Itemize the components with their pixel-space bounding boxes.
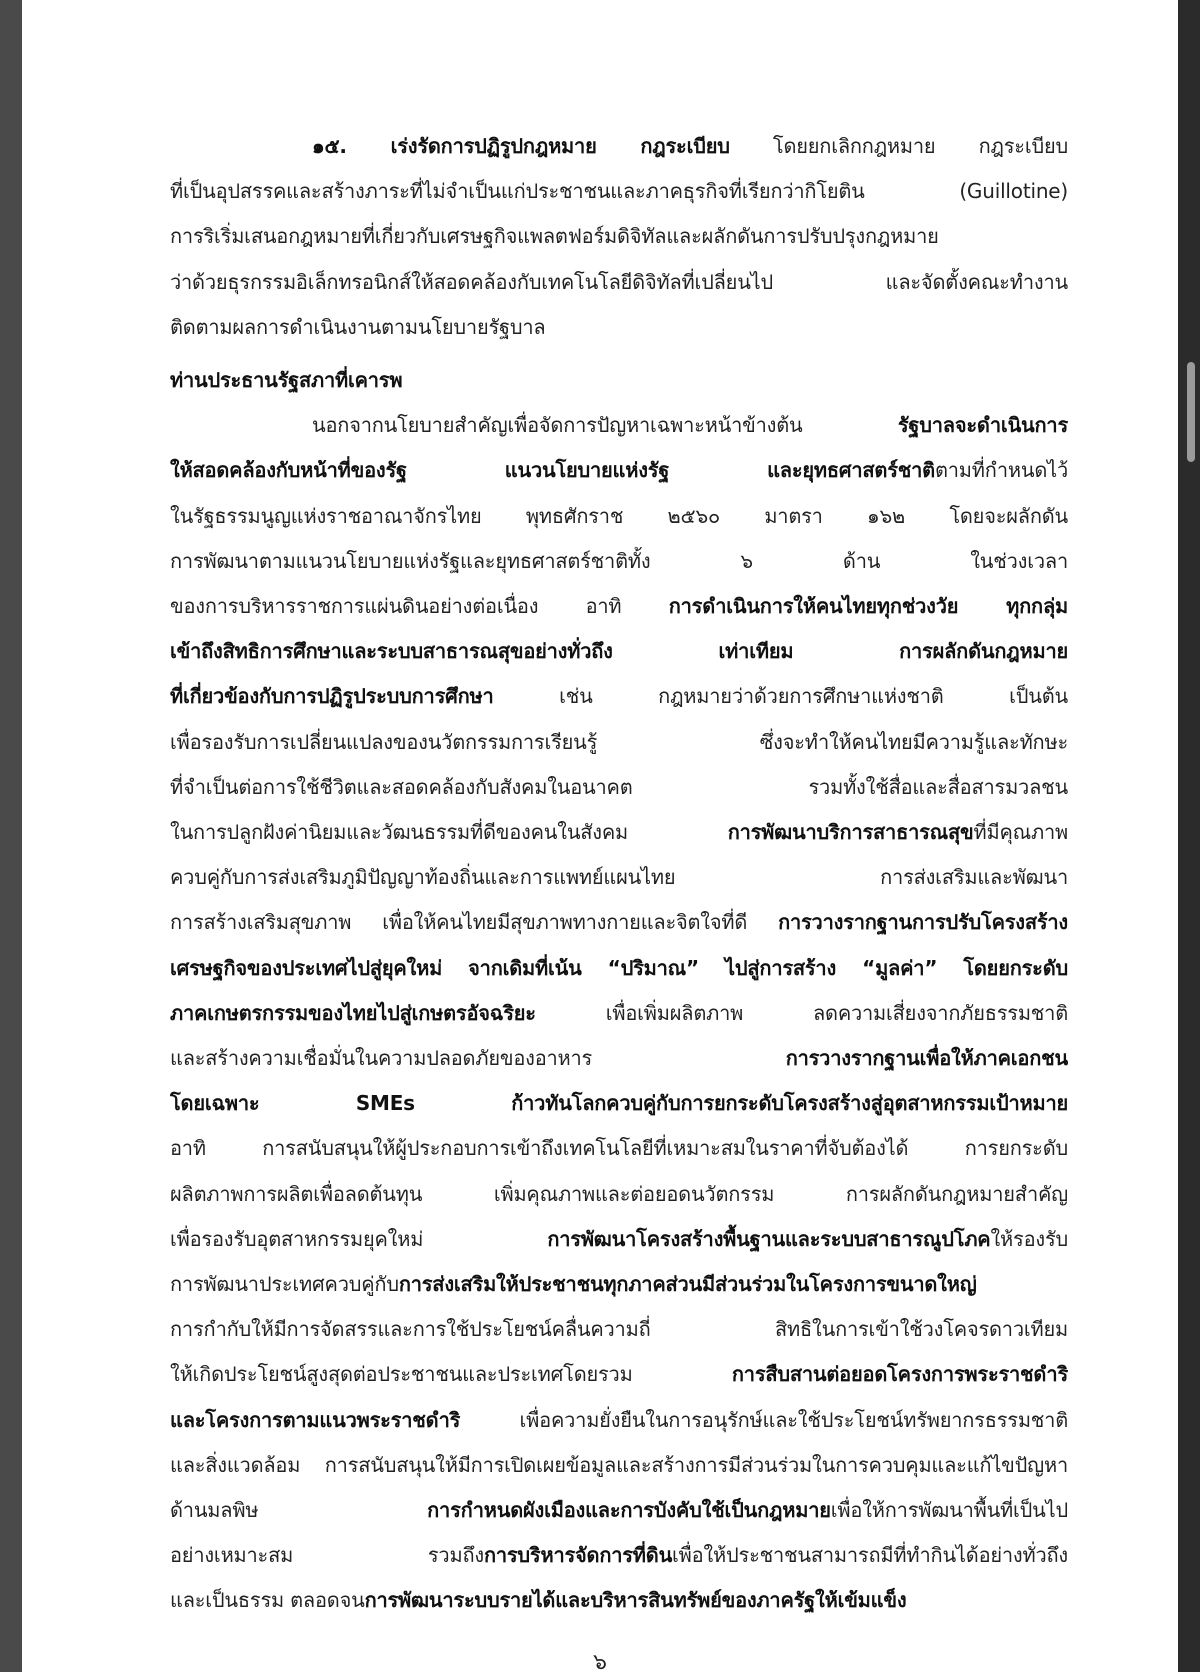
text-line (170, 1535, 1068, 1575)
vertical-scrollbar[interactable] (1178, 0, 1200, 1672)
text-line (170, 1219, 1068, 1259)
text-line (170, 496, 1068, 536)
text-line (170, 262, 1068, 302)
bold-text: การดำเนินการให้คนไทยทุกช่วงวัย ทุกกลุ่ม (668, 594, 1068, 618)
body-text: ว่าด้วยธุรกรรมอิเล็กทรอนิกส์ให้สอดคล้องกับเทคโนโลยีดิจิทัลที่เปลี่ยนไป และจัดตั้งคณะทำงาน (170, 269, 1068, 294)
text-line (170, 1128, 1068, 1168)
body-text: ที่เป็นอุปสรรคและสร้างภาระที่ไม่จำเป็นแก่ประชาชนและภาคธุรกิจที่เรียกว่ากิโยติน (Guillotine) (170, 179, 1068, 204)
text-line (170, 541, 1068, 581)
text-line (170, 1083, 1068, 1123)
text-line (312, 405, 1068, 445)
bold-text: ให้สอดคล้องกับหน้าที่ของรัฐ แนวนโยบายแห่งรัฐ และยุทธศาสตร์ชาติ (170, 458, 935, 483)
body-text: ของการบริหารราชการแผ่นดินอย่างต่อเนื่อง อาทิ (170, 594, 669, 618)
text-line (170, 1309, 1068, 1349)
body-text: ให้รองรับ (990, 1226, 1068, 1251)
body-text: เช่น กฎหมายว่าด้วยการศึกษาแห่งชาติ เป็นต้น (493, 684, 1068, 709)
bold-text: การสืบสานต่อยอดโครงการพระราชดำริ (731, 1362, 1068, 1387)
body-text: ติดตามผลการดำเนินงานตามนโยบายรัฐบาล (170, 314, 546, 339)
body-text: เพื่อรองรับอุตสาหกรรมยุคใหม่ (170, 1226, 548, 1251)
bold-text: และโครงการตามแนวพระราชดำริ (170, 1407, 461, 1432)
text-line (170, 1580, 1068, 1620)
body-text: เพื่อความยั่งยืนในการอนุรักษ์และใช้ประโยชน์ทรัพยากรธรรมชาติ (460, 1407, 1068, 1432)
text-line (170, 857, 1068, 897)
text-line (170, 631, 1068, 671)
text-line (170, 307, 1068, 347)
text-line (312, 126, 1068, 166)
body-text: นอกจากนโยบายสำคัญเพื่อจัดการปัญหาเฉพาะหน้าข้างต้น (312, 413, 898, 438)
body-text: ตามที่กำหนดไว้ (934, 458, 1068, 483)
body-text: การสร้างเสริมสุขภาพ เพื่อให้คนไทยมีสุขภาพทางกายและจิตใจที่ดี (170, 910, 779, 935)
document-page (22, 0, 1178, 1672)
page-body (22, 0, 1178, 1672)
bold-text: การส่งเสริมให้ประชาชนทุกภาคส่วนมีส่วนร่วมในโครงการขนาดใหญ่ (398, 1272, 977, 1296)
bold-text: การกำหนดผังเมืองและการบังคับใช้เป็นกฎหมาย (427, 1498, 831, 1522)
text-line (170, 1445, 1068, 1485)
bold-text: เข้าถึงสิทธิการศึกษาและระบบสาธารณสุขอย่างทั่วถึง เท่าเทียม การผลักดันกฎหมาย (170, 639, 1068, 664)
bold-text: ท่านประธานรัฐสภาที่เคารพ (170, 368, 403, 392)
body-text: และสร้างความเชื่อมั่นในความปลอดภัยของอาหาร (170, 1046, 786, 1070)
text-line (170, 1038, 1068, 1078)
text-line (170, 171, 1068, 211)
bold-text: โดยเฉพาะ SMEs ก้าวทันโลกควบคู่กับการยกระดับโครงสร้างสู่อุตสาหกรรมเป้าหมาย (170, 1091, 1068, 1116)
text-line (170, 676, 1068, 716)
bold-text: การพัฒนาโครงสร้างพื้นฐานและระบบสาธารณูปโภค (547, 1226, 991, 1251)
body-text: ด้านมลพิษ (170, 1498, 428, 1522)
bold-text: เศรษฐกิจของประเทศไปสู่ยุคใหม่ จากเดิมที่เน้น “ปริมาณ” ไปสู่การสร้าง “มูลค่า” โดยยกระดับ (170, 955, 1068, 980)
text-line (170, 586, 1068, 626)
text-line (170, 812, 1068, 852)
body-text: อาทิ การสนับสนุนให้ผู้ประกอบการเข้าถึงเทคโนโลยีที่เหมาะสมในราคาที่จับต้องได้ การยกระดับ (170, 1136, 1068, 1161)
body-text: อย่างเหมาะสม รวมถึง (170, 1543, 484, 1568)
text-line (170, 1354, 1068, 1394)
body-text: โดยยกเลิกกฎหมาย กฎระเบียบ (729, 134, 1068, 158)
bold-text: การพัฒนาบริการสาธารณสุข (727, 820, 974, 844)
text-line (170, 450, 1068, 490)
body-text: เพื่อเพิ่มผลิตภาพ ลดความเสี่ยงจากภัยธรรมชาติ (535, 1000, 1068, 1025)
body-text: เพื่อให้การพัฒนาพื้นที่เป็นไป (830, 1498, 1068, 1522)
body-text: การริเริ่มเสนอกฎหมายที่เกี่ยวกับเศรษฐกิจแพลตฟอร์มดิจิทัลและผลักดันการปรับปรุงกฎหมาย (170, 224, 939, 249)
body-text: ให้เกิดประโยชน์สูงสุดต่อประชาชนและประเทศโดยรวม (170, 1362, 732, 1387)
body-text: การพัฒนาประเทศควบคู่กับ (170, 1272, 399, 1296)
bold-text: การพัฒนาระบบรายได้และบริหารสินทรัพย์ของภาครัฐให้เข้มแข็ง (364, 1588, 907, 1613)
bold-text: ๑๕. เร่งรัดการปฏิรูปกฎหมาย กฎระเบียบ (312, 134, 730, 158)
body-text: การกำกับให้มีการจัดสรรและการใช้ประโยชน์คลื่นความถี่ สิทธิในการเข้าใช้วงโคจรดาวเทียม (170, 1317, 1068, 1342)
page-number: ๖ (593, 1649, 607, 1672)
body-text: ที่จำเป็นต่อการใช้ชีวิตและสอดคล้องกับสังคมในอนาคต รวมทั้งใช้สื่อและสื่อสารมวลชน (170, 774, 1068, 799)
bold-text: ภาคเกษตรกรรมของไทยไปสู่เกษตรอัจฉริยะ (170, 1000, 536, 1025)
bold-text: การบริหารจัดการที่ดิน (483, 1543, 673, 1568)
section-heading (170, 360, 1068, 400)
bold-text: รัฐบาลจะดำเนินการ (897, 413, 1068, 438)
body-text: และเป็นธรรม ตลอดจน (170, 1588, 365, 1613)
text-line (170, 1490, 1068, 1530)
text-line (170, 993, 1068, 1033)
text-line (170, 902, 1068, 942)
text-line (170, 216, 1068, 256)
body-text: เพื่อรองรับการเปลี่ยนแปลงของนวัตกรรมการเรียนรู้ ซึ่งจะทำให้คนไทยมีความรู้และทักษะ (170, 729, 1068, 754)
body-text: และสิ่งแวดล้อม การสนับสนุนให้มีการเปิดเผยข้อมูลและสร้างการมีส่วนร่วมในการควบคุมและแก้ไขปัญหา (170, 1452, 1068, 1477)
bold-text: การวางรากฐานการปรับโครงสร้าง (778, 910, 1068, 935)
body-text: ผลิตภาพการผลิตเพื่อลดต้นทุน เพิ่มคุณภาพและต่อยอดนวัตกรรม การผลักดันกฎหมายสำคัญ (170, 1181, 1068, 1206)
text-line (170, 722, 1068, 762)
bold-text: ที่เกี่ยวข้องกับการปฏิรูประบบการศึกษา (170, 684, 494, 709)
body-text: ในการปลูกฝังค่านิยมและวัฒนธรรมที่ดีของคนในสังคม (170, 820, 728, 844)
body-text: ในรัฐธรรมนูญแห่งราชอาณาจักรไทย พุทธศักราช ๒๕๖๐ มาตรา ๑๖๒ โดยจะผลักดัน (170, 503, 1068, 528)
body-text: เพื่อให้ประชาชนสามารถมีที่ทำกินได้อย่างทั่วถึง (672, 1543, 1068, 1568)
body-text: ที่มีคุณภาพ (973, 820, 1068, 844)
text-line (170, 948, 1068, 988)
body-text: ควบคู่กับการส่งเสริมภูมิปัญญาท้องถิ่นและการแพทย์แผนไทย การส่งเสริมและพัฒนา (170, 865, 1068, 890)
text-line (170, 767, 1068, 807)
text-line (170, 1400, 1068, 1440)
body-text: การพัฒนาตามแนวนโยบายแห่งรัฐและยุทธศาสตร์ชาติทั้ง ๖ ด้าน ในช่วงเวลา (170, 548, 1068, 573)
text-line (170, 1264, 1068, 1304)
scroll-thumb[interactable] (1187, 362, 1195, 462)
bold-text: การวางรากฐานเพื่อให้ภาคเอกชน (785, 1046, 1068, 1070)
text-line (170, 1174, 1068, 1214)
